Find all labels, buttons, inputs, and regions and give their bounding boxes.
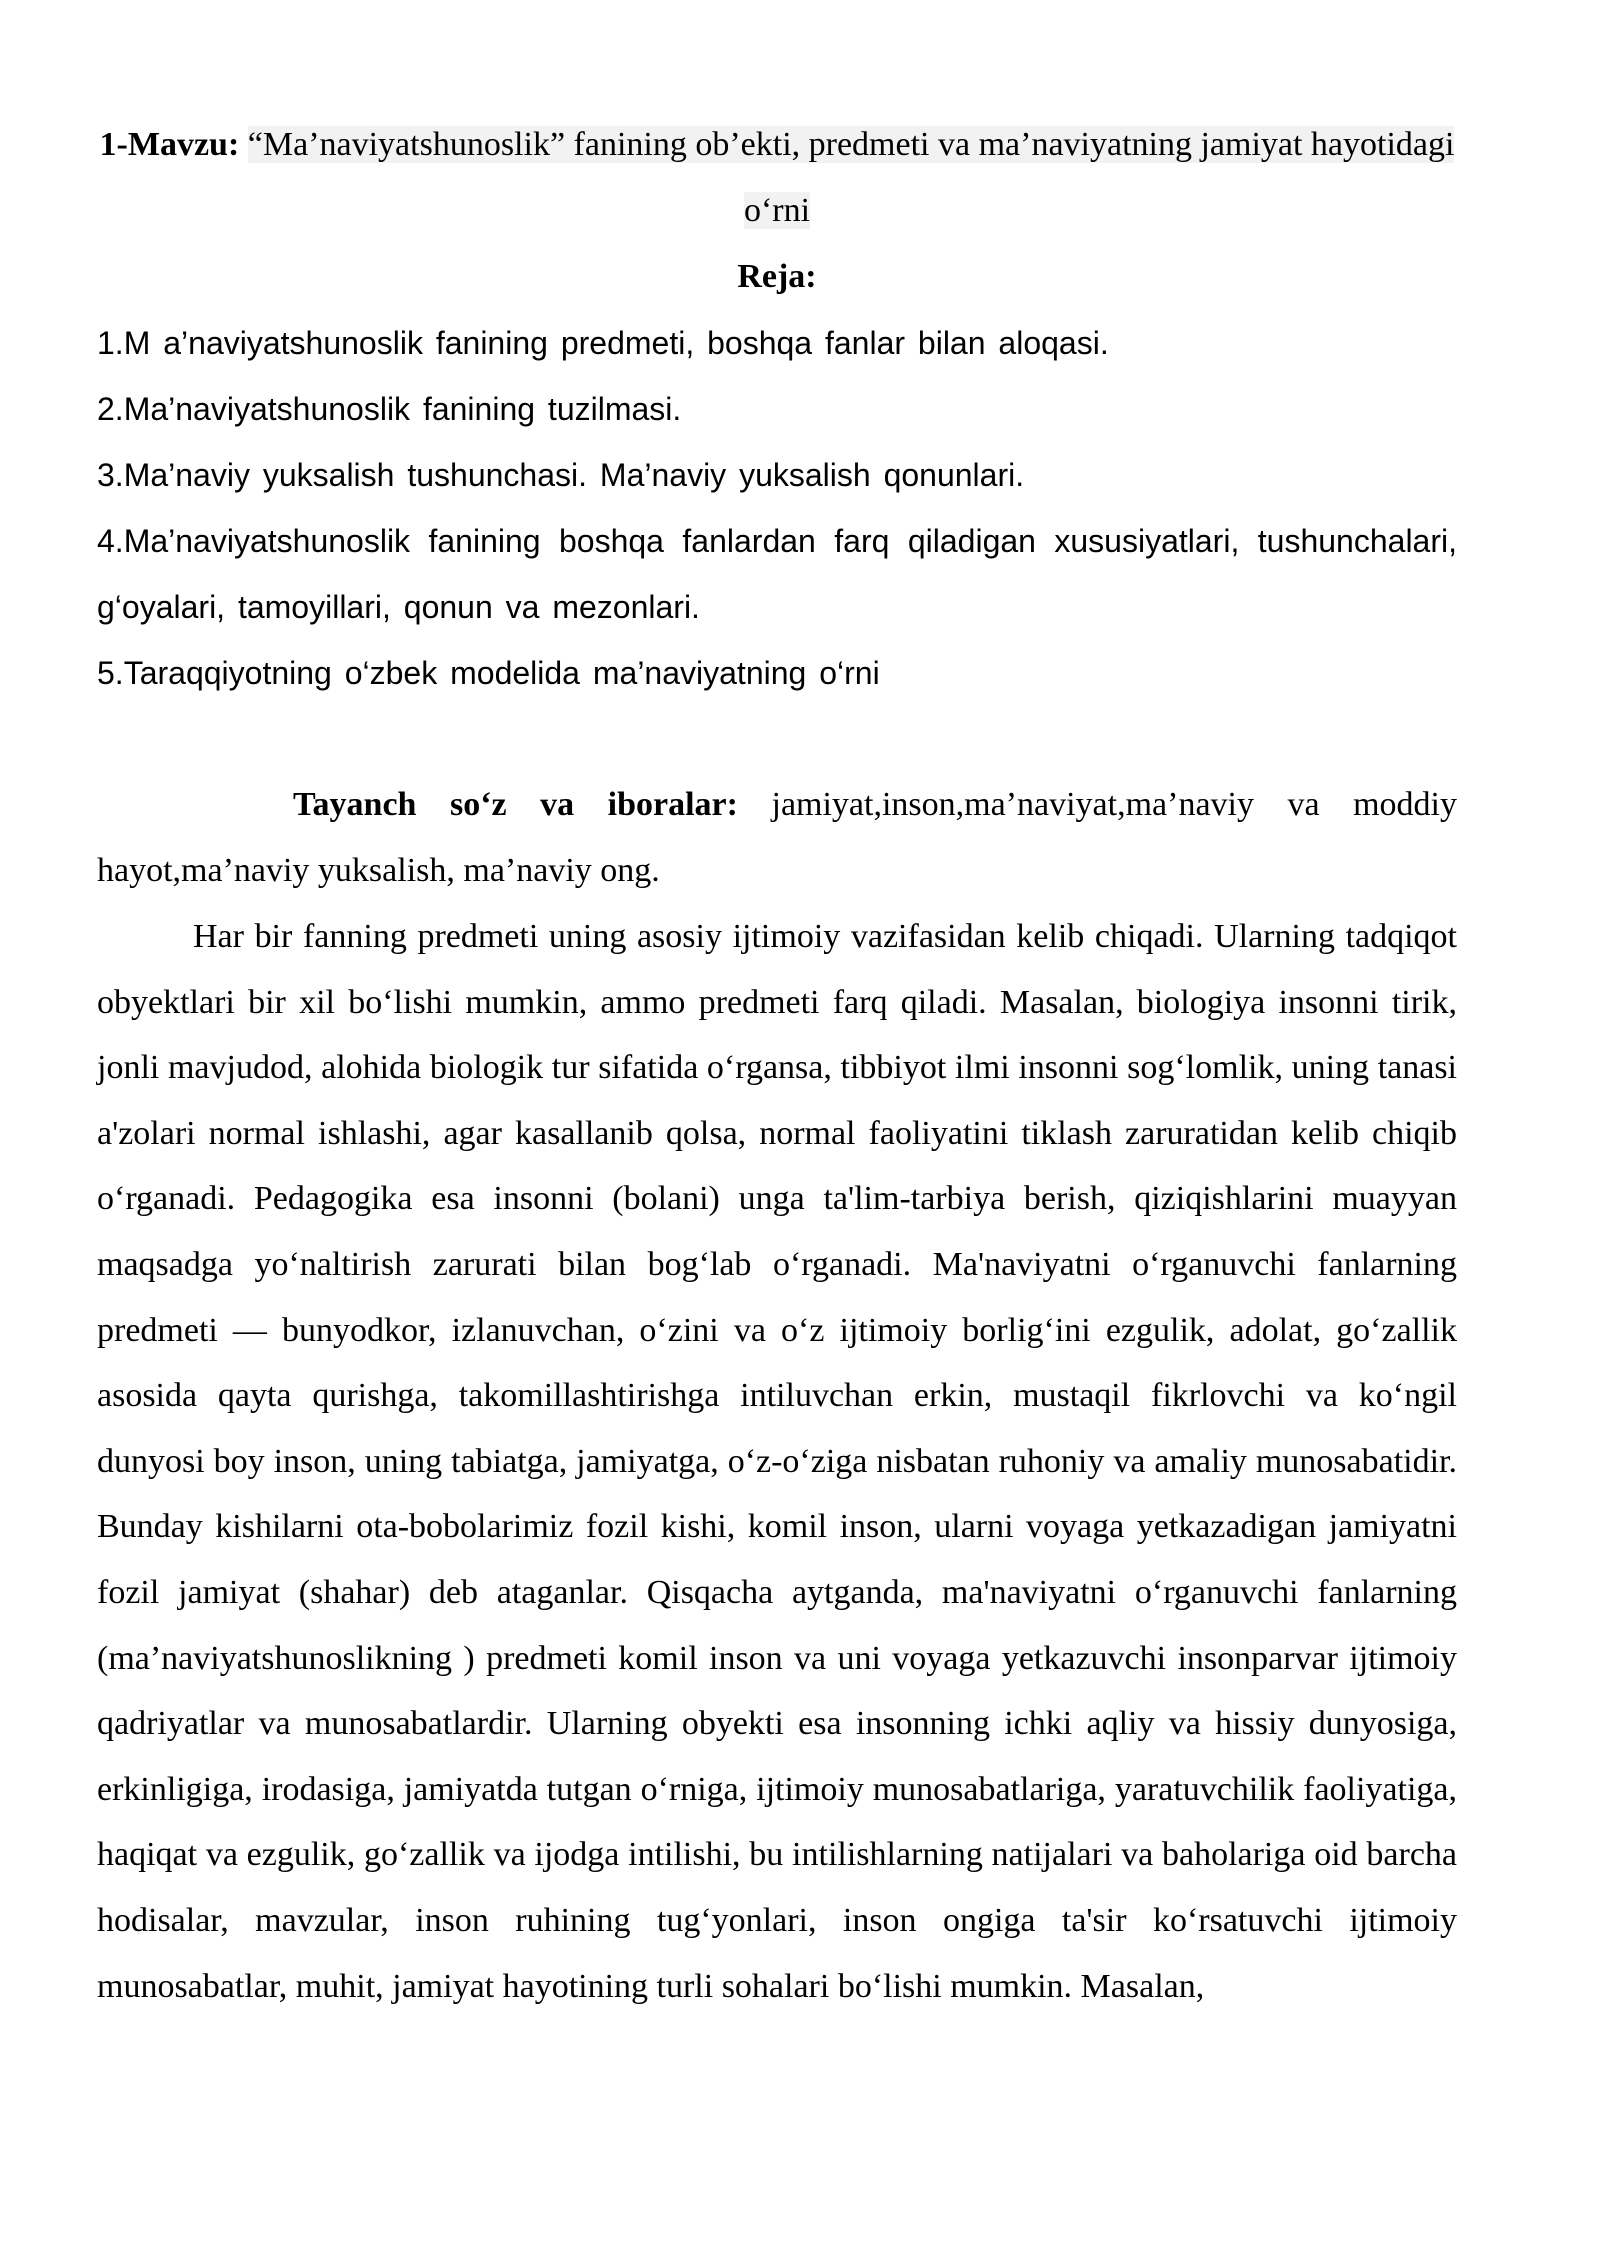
plan-item: 3.Ma’naviy yuksalish tushunchasi. Ma’naviy yuksalish qonunlari. xyxy=(97,457,1025,493)
plan-item: 1.M a’naviyatshunoslik fanining predmeti, boshqa fanlar bilan aloqasi. xyxy=(97,325,1109,361)
blank-line xyxy=(97,706,1457,772)
plan-heading: Reja: xyxy=(737,258,817,295)
document-page xyxy=(97,112,1457,2019)
keywords-text: jamiyat,inson,ma’naviyat,ma’naviy va moddiy hayot,ma’naviy yuksalish, ma’naviy ong. xyxy=(97,786,1457,889)
body-paragraph: Har bir fanning predmeti uning asosiy ijtimoiy vazifasidan kelib chiqadi. Ularning tadqiqot obyektlari bir xil bo‘lishi mumkin, ammo predmeti farq qiladi. Masalan, biologiya insonni tirik, jonli mavjudod, alohida biologik tur sifatida o‘rgansa, tibbiyot ilmi insonni sog‘lomlik, uning tanasi a'zolari normal ishlashi, agar kasallanib qolsa, normal faoliyatini tiklash zaruratidan kelib chiqib o‘rganadi. Pedagogika esa insonni (bolani) unga ta'lim-tarbiya berish, qiziqishlarini muayyan maqsadga yo‘naltirish zarurati bilan bog‘lab o‘rganadi. Ma'naviyatni o‘rganuvchi fanlarning predmeti — bunyodkor, izlanuvchan, o‘zini va o‘z ijtimoiy borlig‘ini ezgulik, adolat, go‘zallik asosida qayta qurishga, takomillashtirishga intiluvchan erkin, mustaqil fikrlovchi va ko‘ngil dunyosi boy inson, uning tabiatga, jamiyatga, o‘z-o‘ziga nisbatan ruhoniy va amaliy munosabatidir. Bunday kishilarni ota-bobolarimiz fozil kishi, komil inson, ularni voyaga yetkazadigan jamiyatni fozil jamiyat (shahar) deb ataganlar. Qisqacha aytganda, ma'naviyatni o‘rganuvchi fanlarning (ma’naviyatshunoslikning ) predmeti komil inson va uni voyaga yetkazuvchi insonparvar ijtimoiy qadriyatlar va munosabatlardir. Ularning obyekti esa insonning ichki aqliy va hissiy dunyosiga, erkinligiga, irodasiga, jamiyatda tutgan o‘rniga, ijtimoiy munosabatlariga, yaratuvchilik faoliyatiga, haqiqat va ezgulik, go‘zallik va ijodga intilishi, bu intilishlarning natijalari va baholariga oid barcha hodisalar, mavzular, inson ruhining tug‘yonlari, inson ongiga ta'sir ko‘rsatuvchi ijtimoiy munosabatlar, muhit, jamiyat hayotining turli sohalari bo‘lishi mumkin. Masalan, xyxy=(97,918,1457,2005)
keywords-paragraph xyxy=(97,772,1457,904)
plan-list xyxy=(97,310,1457,706)
page-title xyxy=(97,112,1457,244)
topic-label: 1-Mavzu: xyxy=(99,126,240,163)
plan-item: 2.Ma’naviyatshunoslik fanining tuzilmasi. xyxy=(97,391,682,427)
topic-title-text: “Ma’naviyatshunoslik” fanining ob’ekti, predmeti va ma’naviyatning jamiyat hayotidagi o‘rni xyxy=(247,126,1455,229)
plan-item: 5.Taraqqiyotning o‘zbek modelida ma’naviyatning o‘rni xyxy=(97,655,880,691)
plan-item: 4.Ma’naviyatshunoslik fanining boshqa fanlardan farq qiladigan xususiyatlari, tushunchalari, g‘oyalari, tamoyillari, qonun va mezonlari. xyxy=(97,523,1457,625)
keywords-label: Tayanch so‘z va iboralar: xyxy=(293,786,738,823)
